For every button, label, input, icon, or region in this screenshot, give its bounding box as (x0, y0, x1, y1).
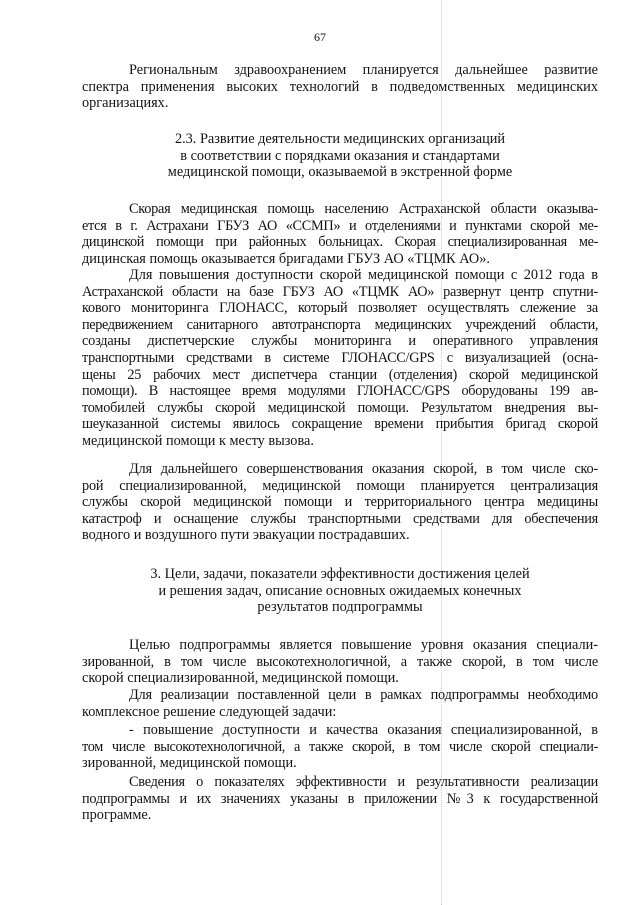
paragraph-line: ется в г. Астрахани ГБУЗ АО «ССМП» и отделениями и пунктами скорой ме- (82, 217, 598, 234)
intro-paragraph (82, 62, 598, 112)
paragraph-line: транспортными средствами в системе ГЛОНАСС/GPS с визуализацией (осна- (82, 349, 598, 366)
paragraph-line: Сведения о показателях эффективности и результативности реализации (129, 774, 598, 790)
intro-line: Региональным здравоохранением планируется дальнейшее развитие (129, 62, 598, 78)
paragraph-line: шеуказанной системы явилось сокращение времени прибытия бригад скорой (82, 416, 598, 433)
paragraph-line: Целью подпрограммы является повышение уровня оказания специали- (129, 637, 598, 653)
heading-line: в соответствии с порядками оказания и стандартами (180, 147, 500, 164)
paragraph (82, 637, 598, 687)
paragraph-line: зированной, медицинской помощи. (82, 755, 297, 772)
paragraph-line: передвижением санитарного автотранспорта медицинских учреждений области, (82, 316, 598, 333)
paragraph-line: комплексное решение следующей задачи: (82, 703, 337, 720)
paragraph-line: помощи). В настоящее время модулями ГЛОНАСС/GPS оборудованы 199 ав- (82, 383, 598, 400)
paragraph-line: созданы диспетчерские службы мониторинга и оперативного управления (82, 333, 598, 350)
paragraph-line: дицинская помощь оказывается бригадами ГБУЗ АО «ТЦМК АО». (82, 250, 490, 267)
paragraph-line: медицинской помощи к месту вызова. (82, 432, 314, 449)
heading-line: медицинской помощи, оказываемой в экстренной форме (167, 164, 513, 181)
paragraph-line: Для повышения доступности скорой медицинской помощи с 2012 года в (129, 267, 598, 283)
paragraph-line: том числе высокотехнологичной, а также скорой, в том числе скорой специали- (82, 738, 598, 755)
heading-line: 2.3. Развитие деятельности медицинских организаций (174, 131, 506, 147)
paragraph-line: Для дальнейшего совершенствования оказания скорой, в том числе ско- (129, 461, 598, 477)
paragraph (82, 461, 598, 544)
intro-line: организациях. (82, 95, 169, 112)
paragraph-line: зированной, в том числе высокотехнологичной, а также скорой, в том числе (82, 653, 598, 670)
paragraph-line: Астраханской области на базе ГБУЗ АО «ТЦМК АО» развернут центр спутни- (82, 283, 598, 300)
paragraph-line: программе. (82, 807, 152, 824)
section-heading-2-3 (82, 131, 598, 181)
paragraph-line: дицинской помощи при районных больницах. Скорая специализированная ме- (82, 234, 598, 251)
paragraph-line: Для реализации поставленной цели в рамках подпрограммы необходимо (129, 687, 598, 703)
paragraph-line: водного и воздушного пути эвакуации пострадавших. (82, 527, 410, 544)
section-heading-3 (82, 566, 598, 616)
paragraph-line: службы скорой медицинской помощи и территориального центра медицины (82, 494, 598, 511)
paragraph-line: - повышение доступности и качества оказания специализированной, в (129, 722, 598, 738)
paragraph-line: подпрограммы и их значениях указаны в приложении №3 к государственной (82, 790, 598, 807)
paragraph (82, 267, 598, 450)
paragraph-line: скорой специализированной, медицинской помощи. (82, 670, 399, 687)
paragraph-line: щены 25 рабочих мест диспетчера станции (отделения) скорой медицинской (82, 366, 598, 383)
heading-line: результатов подпрограммы (257, 599, 423, 616)
paragraph-line: томобилей службы скорой медицинской помощи. Результатом внедрения вы- (82, 399, 598, 416)
paragraph (82, 774, 598, 824)
paragraph-line: рой специализированной, медицинской помощи планируется централизация (82, 477, 598, 494)
paragraph-line: Скорая медицинская помощь населению Астраханской области оказыва- (129, 201, 598, 217)
paragraph-line: кового мониторинга ГЛОНАСС, который позволяет осуществлять слежение за (82, 300, 598, 317)
paragraph (82, 687, 598, 720)
paragraph (82, 201, 598, 267)
heading-line: 3. Цели, задачи, показатели эффективности достижения целей (150, 566, 530, 582)
list-item (82, 722, 598, 772)
heading-line: и решения задач, описание основных ожидаемых конечных (158, 582, 522, 599)
page-number: 67 (314, 30, 326, 44)
intro-line: спектра применения высоких технологий в подведомственных медицинских (82, 78, 598, 95)
paragraph-line: катастроф и оснащение службы транспортными средствами для обеспечения (82, 510, 598, 527)
